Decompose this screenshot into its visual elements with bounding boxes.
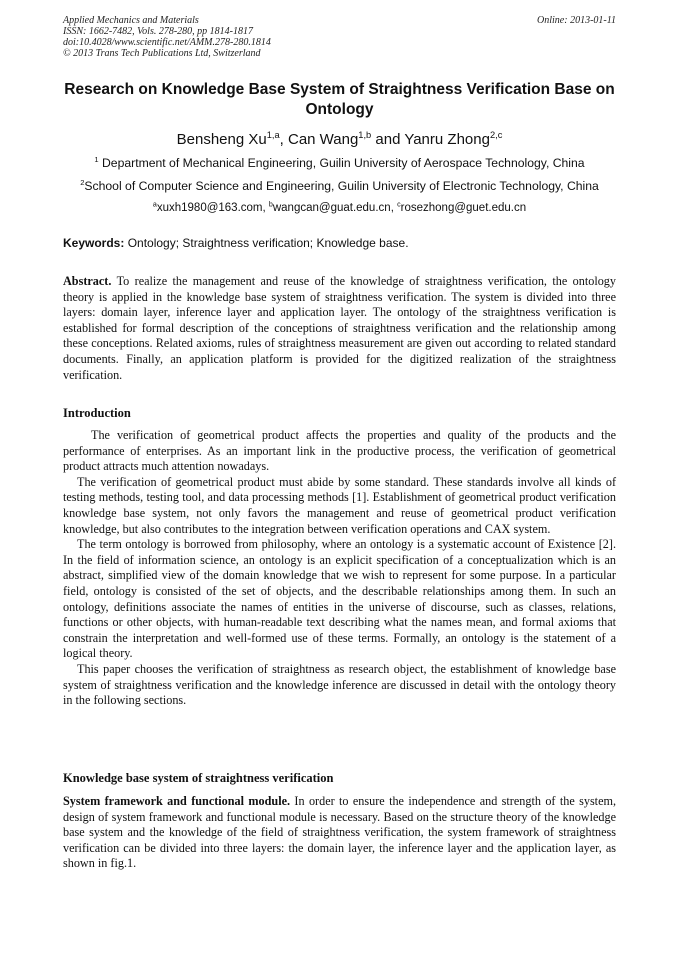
section-heading-introduction: Introduction	[63, 406, 131, 420]
affiliation-2	[63, 178, 616, 194]
keywords	[63, 235, 616, 251]
keywords-label: Keywords:	[63, 236, 125, 250]
abstract-text: To realize the management and reuse of the knowledge of straightness verification, the ontology theory is applied in the knowledge base system of straightness verification. The system is divided into three layers: domain layer, inference layer and application layer. The ontology of the straightness verification is established for formal description of the conceptions of straightness verification and the relationship among these conceptions. Related axioms, rules of straightness measurement are given out according to related standard documents. Finally, an application platform is provided for the digitized realization of the straightness verification.	[63, 274, 616, 382]
author-list	[63, 130, 616, 150]
keywords-text: Ontology; Straightness verification; Knowledge base.	[124, 236, 409, 250]
paragraph: The verification of geometrical product affects the properties and quality of the products and the performance of enterprises. As an important link in the productive process, the verification of geometrical product attracts much attention nowadays.	[63, 428, 616, 474]
introduction-body	[63, 428, 616, 709]
affiliation-text: Department of Mechanical Engineering, Guilin University of Aerospace Technology, China	[98, 156, 585, 170]
author-separator: and	[371, 131, 405, 148]
online-date: Online: 2013-01-11	[537, 15, 616, 26]
journal-doi: doi:10.4028/www.scientific.net/AMM.278-280.1814	[63, 37, 271, 48]
journal-name: Applied Mechanics and Materials	[63, 15, 199, 26]
author-emails	[63, 200, 616, 216]
author-name: Can Wang	[287, 131, 359, 148]
paragraph: The verification of geometrical product must abide by some standard. These standards involve all kinds of testing methods, testing tool, and data processing methods [1]. Establishment of geometrical product verification knowledge base system, not only favors the management and reuse of geometrical product verification knowledge, but also contributes to the integration between verification operations and CAX system.	[63, 474, 616, 536]
section-heading-knowledge-base: Knowledge base system of straightness verification	[63, 771, 334, 785]
affiliation-number: 1	[94, 155, 99, 165]
affiliation-text: School of Computer Science and Engineering, Guilin University of Electronic Technology, China	[84, 179, 599, 193]
abstract-label: Abstract.	[63, 274, 112, 288]
author-name: Bensheng Xu	[176, 131, 267, 148]
affiliation-number: 2	[80, 178, 85, 188]
email-address: rosezhong@guet.edu.cn	[400, 202, 527, 214]
paragraph: In order to ensure the independence and strength of the system, design of system framework and functional module is necessary. Based on the structure theory of the knowledge base system and the knowledge of the field of straightness verification, the system framework of straightness verification can be divided into three layers: the domain layer, the inference layer and the application layer, as shown in fig.1.	[63, 794, 617, 871]
author-separator: ,	[279, 131, 288, 148]
journal-header	[63, 15, 616, 59]
author-affiliation-marker: 2,c	[489, 129, 503, 140]
paragraph: The term ontology is borrowed from philosophy, where an ontology is a systematic account of Existence [2]. In the field of information science, an ontology is an explicit specification of a conceptualization which is an abstract, simplified view of the domain knowledge that we wish to represent for some purpose. In a particular field, ontology is consisted of the set of objects, and the describable relationships among them. In such an ontology, definitions associate the names of entities in the universe of discourse, such as classes, relations, functions or other objects, with human-readable text describing what the names mean, and formal axioms that constrain the interpretation and well-formed use of these terms. Formally, an ontology is the statement of a logical theory.	[63, 537, 616, 661]
email-separator: ,	[262, 202, 269, 214]
subsection-lead: System framework and functional module.	[63, 794, 291, 808]
paper-title: Research on Knowledge Base System of Straightness Verification Base on Ontology	[64, 81, 615, 118]
abstract	[63, 274, 616, 383]
email-marker: c	[397, 200, 401, 209]
author-affiliation-marker: 1,b	[358, 129, 372, 140]
journal-copyright: © 2013 Trans Tech Publications Ltd, Switzerland	[63, 48, 261, 59]
knowledge-base-body	[63, 794, 616, 872]
paragraph: This paper chooses the verification of straightness as research object, the establishment of knowledge base system of straightness verification and the knowledge inference are discussed in detail with the ontology theory in the following sections.	[63, 661, 616, 708]
author-affiliation-marker: 1,a	[266, 129, 280, 140]
email-address: wangcan@guat.edu.cn	[272, 202, 391, 214]
journal-issn: ISSN: 1662-7482, Vols. 278-280, pp 1814-1817	[63, 26, 253, 37]
email-separator: ,	[390, 202, 398, 214]
author-name: Yanru Zhong	[404, 131, 490, 148]
email-marker: b	[268, 200, 273, 209]
email-address: xuxh1980@163.com	[156, 202, 263, 214]
affiliation-1	[63, 155, 616, 171]
email-marker: a	[152, 200, 157, 209]
